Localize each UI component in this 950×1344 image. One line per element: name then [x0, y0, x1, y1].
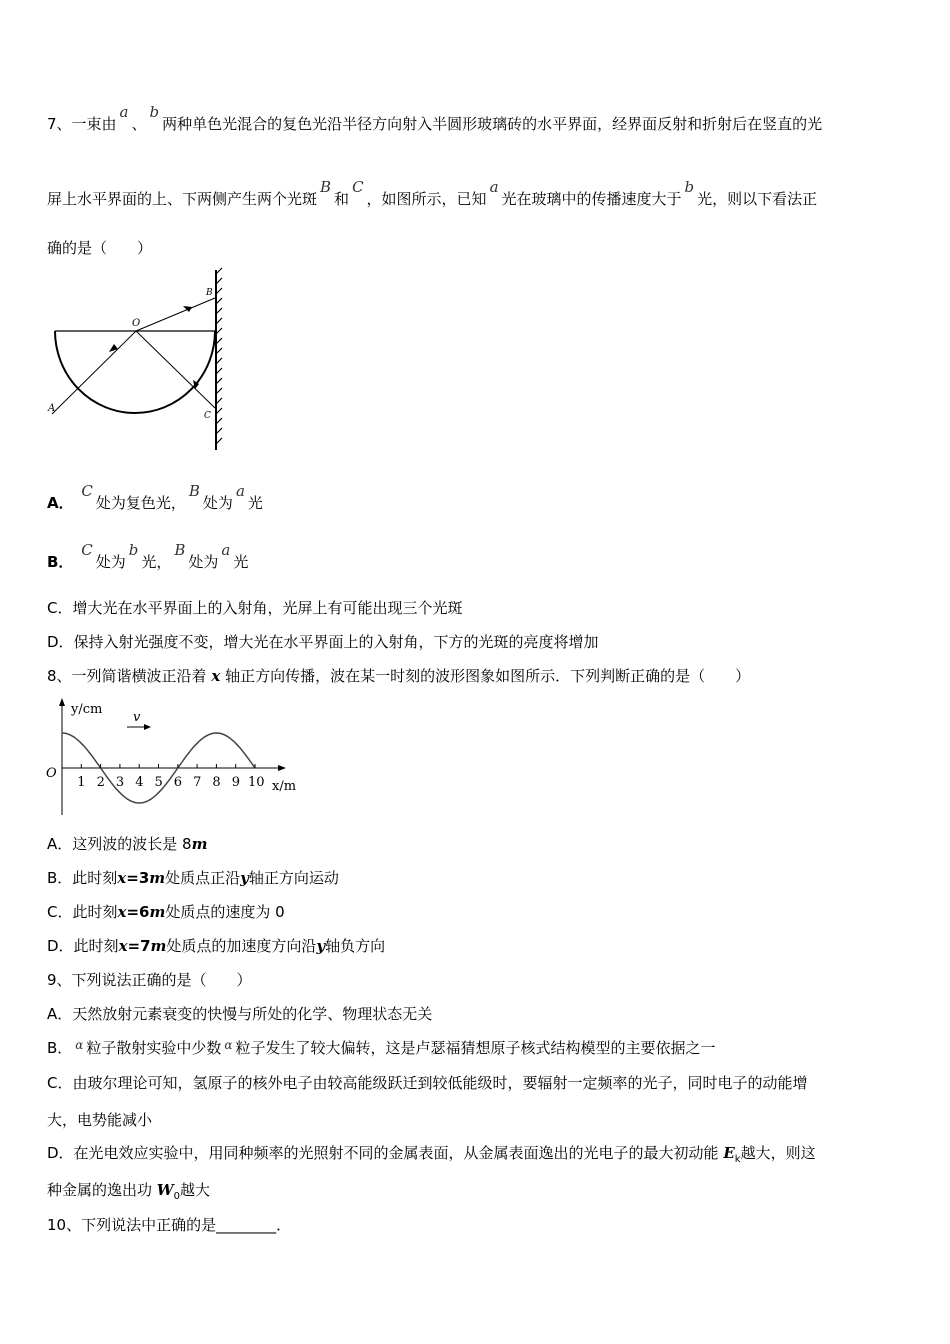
var: x	[117, 903, 127, 921]
var: a	[235, 482, 245, 500]
text: =6	[126, 903, 150, 921]
text: 处为	[95, 553, 126, 571]
text: 光，则以下看法正	[697, 190, 818, 208]
q9-option-d-line1	[47, 1143, 816, 1170]
x-tick-label: 4	[135, 775, 144, 790]
text: 8、一列简谐横波正沿着	[47, 667, 207, 685]
text: 处为	[188, 553, 219, 571]
semicircle-glass-figure	[40, 260, 240, 460]
var: b	[128, 541, 139, 559]
q10-stem: 10、下列说法中正确的是________．	[47, 1216, 292, 1234]
text: A．	[47, 494, 74, 512]
q7-option-c: C．增大光在水平界面上的入射角，光屏上有可能出现三个光斑	[47, 599, 463, 617]
q7-line2	[47, 178, 818, 209]
sub: k	[734, 1154, 741, 1165]
q9-option-c-line2: 大，电势能减小	[47, 1111, 153, 1129]
text: 处为复色光，	[95, 494, 186, 512]
text: B．	[47, 1039, 73, 1057]
text: B．此时刻	[47, 869, 118, 887]
text: 轴正方向传播，波在某一时刻的波形图象如图所示．下列判断正确的是（ ）	[225, 667, 751, 685]
text: D．在光电效应实验中，用同种频率的光照射不同的金属表面，从金属表面逸出的光电子的最大初动能	[47, 1144, 719, 1162]
text: 种金属的逸出功	[47, 1181, 153, 1199]
var-b: b	[684, 178, 695, 196]
var: W	[156, 1181, 174, 1199]
x-tick-label: 7	[193, 775, 202, 790]
q8-option-c	[47, 902, 285, 922]
velocity-arrow-icon	[144, 724, 151, 730]
sub: 0	[173, 1191, 181, 1202]
q9-option-a: A．天然放射元素衰变的快慢与所处的化学、物理状态无关	[47, 1005, 433, 1023]
y-axis-label: y/cm	[71, 702, 103, 717]
var: a	[221, 541, 231, 559]
text: 处质点的速度为 0	[165, 903, 285, 921]
var: E	[723, 1144, 735, 1162]
alpha: α	[224, 1038, 233, 1052]
text: 粒子散射实验中少数	[86, 1039, 222, 1057]
q7-option-d: D．保持入射光强度不变，增大光在水平界面上的入射角，下方的光斑的亮度将增加	[47, 633, 599, 651]
var-B: B	[320, 178, 332, 196]
var: B	[174, 541, 186, 559]
var: y	[316, 937, 326, 955]
unit: m	[149, 869, 166, 887]
x-tick-label: 9	[231, 775, 240, 790]
label-A: A	[48, 403, 56, 414]
alpha: α	[75, 1038, 84, 1052]
q8-option-b	[47, 868, 339, 888]
text: B．	[47, 553, 74, 571]
text: 轴正方向运动	[248, 869, 339, 887]
text: 光在玻璃中的传播速度大于	[501, 190, 682, 208]
var-a: a	[119, 103, 129, 121]
var: x	[117, 869, 127, 887]
x-axis-label: x/m	[272, 779, 297, 794]
q9-stem: 9、下列说法正确的是（ ）	[47, 971, 252, 989]
q9-option-d-line2	[47, 1180, 210, 1207]
x-tick-label: 10	[248, 775, 265, 790]
q8-option-a	[47, 834, 207, 854]
text: 和	[334, 190, 350, 208]
x-tick-label: 5	[154, 775, 163, 790]
q7-option-b	[47, 541, 249, 572]
text: 处质点的加速度方向沿	[166, 937, 317, 955]
var: B	[188, 482, 200, 500]
q7-line3: 确的是（ ）	[47, 239, 153, 257]
var-a: a	[489, 178, 499, 196]
text: 屏上水平界面的上、下两侧产生两个光斑	[47, 190, 318, 208]
text: ，如图所示，已知	[366, 190, 487, 208]
text: 7、一束由	[47, 115, 117, 133]
text: 两种单色光混合的复色光沿半径方向射入半圆形玻璃砖的水平界面，经界面反射和折射后在竖直的光	[162, 115, 823, 133]
var: C	[81, 541, 93, 559]
q7-option-a	[47, 482, 263, 513]
text: =3	[126, 869, 150, 887]
text: 轴负方向	[325, 937, 386, 955]
x-tick-label: 6	[173, 775, 183, 790]
text: D．此时刻	[47, 937, 119, 955]
label-O: O	[132, 318, 141, 329]
text: 粒子发生了较大偏转，这是卢瑟福猜想原子核式结构模型的主要依据之一	[235, 1039, 716, 1057]
text: 、	[131, 115, 147, 133]
x-tick-label: 8	[212, 775, 221, 790]
origin-label: O	[46, 766, 57, 781]
text: 越大	[180, 1181, 211, 1199]
text: 越大，则这	[740, 1144, 816, 1162]
label-B: B	[206, 288, 213, 298]
q8-stem	[47, 666, 750, 686]
var-b: b	[149, 103, 160, 121]
var: x	[211, 667, 221, 685]
wave-graph	[40, 695, 310, 820]
q8-option-d	[47, 936, 385, 956]
text: 光，	[141, 553, 172, 571]
text: =7	[127, 937, 151, 955]
x-tick-label: 3	[115, 775, 125, 790]
x-tick-label: 1	[77, 775, 86, 790]
text: C．此时刻	[47, 903, 118, 921]
text: A．这列波的波长是 8	[47, 835, 192, 853]
var: C	[81, 482, 93, 500]
var: x	[118, 937, 128, 955]
velocity-label: v	[133, 710, 141, 725]
unit: m	[149, 903, 166, 921]
var: y	[240, 869, 249, 887]
label-C: C	[204, 411, 211, 421]
q9-option-b	[47, 1038, 716, 1059]
unit: m	[191, 835, 208, 853]
q7-line1	[47, 103, 823, 134]
q9-option-c-line1: C．由玻尔理论可知，氢原子的核外电子由较高能级跃迁到较低能级时，要辐射一定频率的光子，同时电子的动能增	[47, 1074, 808, 1092]
var-C: C	[352, 178, 364, 196]
text: 光	[233, 553, 249, 571]
text: 光	[247, 494, 263, 512]
unit: m	[150, 937, 167, 955]
x-tick-label: 2	[96, 775, 105, 790]
text: 处质点正沿	[165, 869, 241, 887]
text: 处为	[202, 494, 233, 512]
